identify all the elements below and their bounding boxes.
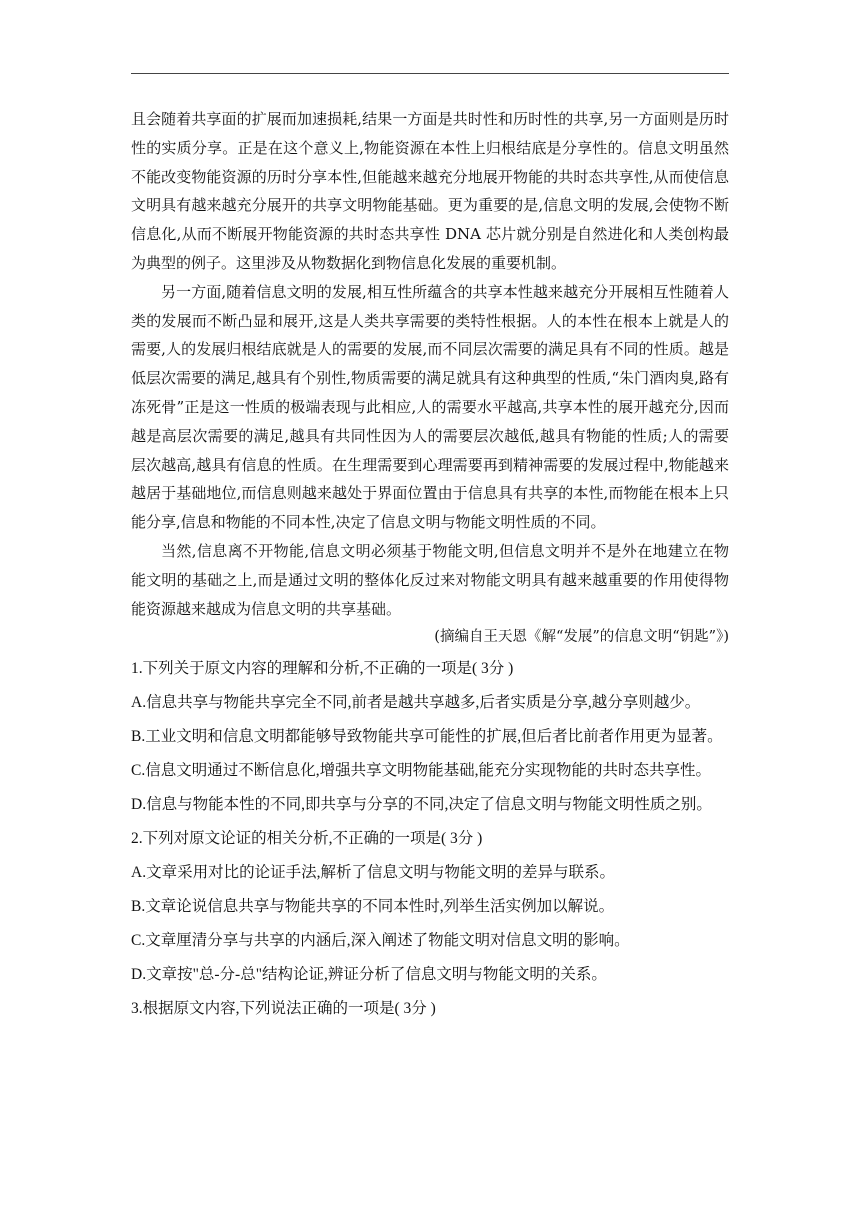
question-2-stem: 2.下列对原文论证的相关分析,不正确的一项是( 3分 ) xyxy=(131,830,483,848)
article-paragraph-3: 当然,信息离不开物能,信息文明必须基于物能文明,但信息文明并不是外在地建立在物能文明的基础之上,而是通过文明的整体化反过来对物能文明具有越来越重要的作用使得物能资源越来越成为信息文明的共享基础。 xyxy=(131,541,729,618)
question-1-option-b: B.工业文明和信息文明都能够导致物能共享可能性的扩展,但后者比前者作用更为显著。 xyxy=(131,728,723,746)
question-1-stem: 1.下列关于原文内容的理解和分析,不正确的一项是( 3分 ) xyxy=(131,660,514,678)
question-1-option-d: D.信息与物能本性的不同,即共享与分享的不同,决定了信息文明与物能文明性质之别。 xyxy=(131,796,712,814)
question-2-option-c: C.文章厘清分享与共享的内涵后,深入阐述了物能文明对信息文明的影响。 xyxy=(131,932,630,950)
article-paragraph-2: 另一方面,随着信息文明的发展,相互性所蕴含的共享本性越来越充分开展相互性随着人类的发展而不断凸显和展开,这是人类共享需要的类特性根据。人的本性在根本上就是人的需要,人的发展归根结底就是人的需要的发展,而不同层次需要的满足具有不同的性质。越是低层次需要的满足,越具有个别性,物质需要的满足就具有这种典型的性质,“朱门酒肉臭,路有冻死骨”正是这一性质的极端表现与此相应,人的需要水平越高,共享本性的展开越充分,因而越是高层次需要的满足,越具有共同性因为人的需要层次越低,越具有物能的性质;人的需要层次越高,越具有信息的性质。在生理需要到心理需要再到精神需要的发展过程中,物能越来越居于基础地位,而信息则越来越处于界面位置由于信息具有共享的本性,而物能在根本上只能分享,信息和物能的不同本性,决定了信息文明与物能文明性质的不同。 xyxy=(131,282,729,532)
question-2-option-d: D.文章按"总-分-总"结构论证,辨证分析了信息文明与物能文明的关系。 xyxy=(131,966,607,984)
article-paragraph-1: 且会随着共享面的扩展而加速损耗,结果一方面是共时性和历时性的共享,另一方面则是历时性的实质分享。正是在这个意义上,物能资源在本性上归根结底是分享性的。信息文明虽然不能改变物能资源的历时分享本性,但能越来越充分地展开物能的共时态共享性,从而使信息文明具有越来越充分展开的共享文明物能基础。更为重要的是,信息文明的发展,会使物不断信息化,从而不断展开物能资源的共时态共享性 DNA 芯片就分别是自然进化和人类创构最为典型的例子。这里涉及从物数据化到物信息化发展的重要机制。 xyxy=(131,110,729,272)
header-rule xyxy=(131,73,729,74)
question-section xyxy=(131,652,729,1026)
question-1-option-c: C.信息文明通过不断信息化,增强共享文明物能基础,能充分实现物能的共时态共享性。 xyxy=(131,762,711,780)
question-3-stem: 3.根据原文内容,下列说法正确的一项是( 3分 ) xyxy=(131,1000,436,1018)
question-1-option-a: A.信息共享与物能共享完全不同,前者是越共享越多,后者实质是分享,越分享则越少。 xyxy=(131,694,701,712)
question-2-option-a: A.文章采用对比的论证手法,解析了信息文明与物能文明的差异与联系。 xyxy=(131,864,615,882)
article-source: (摘编自王天恩《解“发展”的信息文明“钥匙”》) xyxy=(434,629,729,646)
page-content xyxy=(131,105,729,1026)
article-body xyxy=(131,105,729,652)
question-2-option-b: B.文章论说信息共享与物能共享的不同本性时,列举生活实例加以解说。 xyxy=(131,898,615,916)
